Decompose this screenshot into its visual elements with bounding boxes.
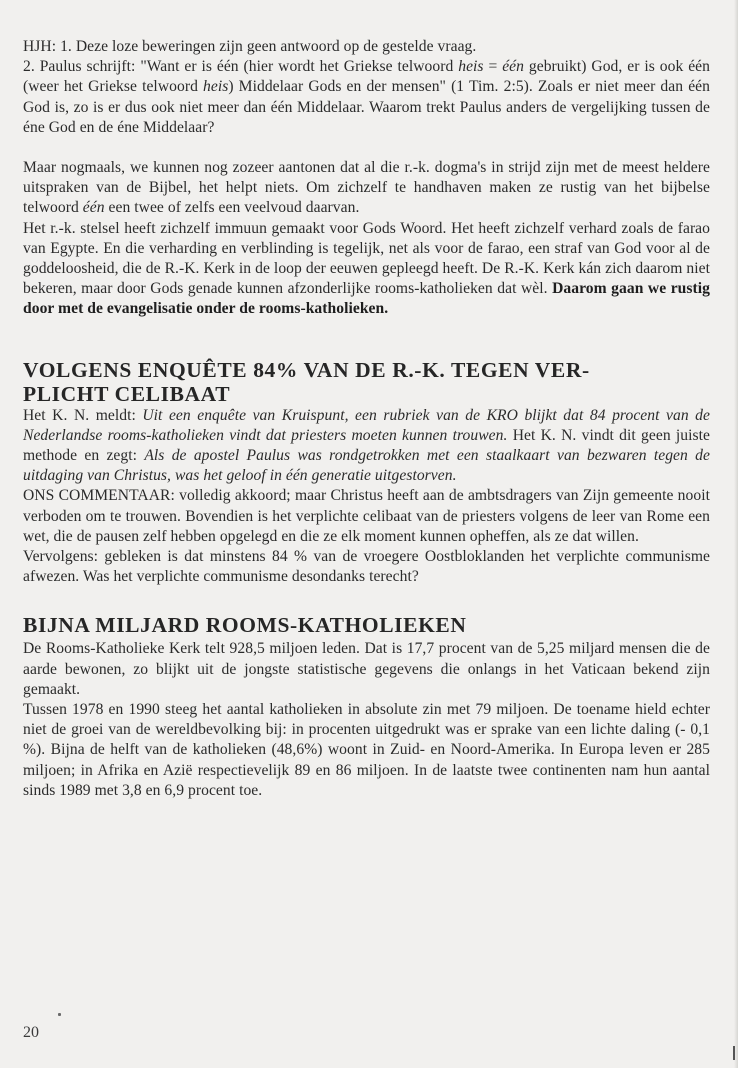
intro-p2-een: één	[502, 58, 524, 76]
section1-p1-a: Het K. N. meldt:	[23, 406, 143, 424]
section1-paragraph-1	[23, 406, 710, 487]
section2-p1-text: De Rooms-Katholieke Kerk telt 928,5 miljoen leden. Dat is 17,7 procent van de 5,25 miljard mensen die de aarde bewonen, zo blijkt uit de jongste statistische gegevens die onlangs in het Vaticaan bekend zijn gemaakt.	[23, 640, 710, 698]
spacer	[23, 587, 710, 613]
section1-paragraph-3	[23, 547, 710, 587]
section2-paragraph-2	[23, 700, 710, 801]
intro-p4-bold: Daarom gaan we rustig door met de evangelisatie onder de rooms-katholieken.	[23, 280, 710, 318]
section2-p2-text: Tussen 1978 en 1990 steeg het aantal katholieken in absolute zin met 79 miljoen. De toename hield echter niet de groei van de wereldbevolking bij: in procenten uitgedrukt was er sprake van een lichte daling (- 0,1 %). Bijna de helft van de katholieken (48,6%) woont in Zuid- en Noord-Amerika. In Europa leven er 285 miljoen; in Afrika en Azië respectievelijk 89 en 86 miljoen. In de laatste twee continenten nam hun aantal sinds 1989 met 3,8 en 6,9 procent toe.	[23, 701, 710, 799]
spacer	[23, 320, 710, 358]
intro-p2-d: ) Middelaar Gods en der mensen" (1 Tim. 2:5). Zoals er niet meer dan één God is, zo is er dus ook niet meer dan één Middelaar. Waarom trekt Paulus anders de vergelijking tussen de éne God en de éne Middelaar?	[23, 78, 710, 136]
intro-paragraph-4	[23, 219, 710, 320]
text-column	[23, 37, 710, 801]
intro-p3-een: één	[82, 199, 105, 217]
section-heading-celibaat	[23, 358, 710, 406]
page-number: 20	[23, 1024, 39, 1041]
section1-paragraph-2	[23, 486, 710, 547]
section2-paragraph-1	[23, 639, 710, 700]
intro-p2-a: 2. Paulus schrijft: "Want er is één (hier wordt het Griekse telwoord	[23, 58, 459, 76]
intro-p3-a: Maar nogmaals, we kunnen nog zozeer aantonen dat al die r.-k. dogma's in strijd zijn met de meest heldere uitspraken van de Bijbel, het helpt niets. Om zichzelf te handhaven maken ze rustig van het bijbelse telwoord	[23, 159, 710, 217]
intro-paragraph-1	[23, 37, 710, 57]
section1-p1-b: Het K. N. vindt dit geen juiste methode en zegt:	[23, 426, 710, 465]
intro-p3-b: een twee of zelfs een veelvoud daarvan.	[104, 199, 360, 217]
section1-heading-line2: PLICHT CELIBAAT	[23, 381, 231, 406]
section1-heading-line1: VOLGENS ENQUÊTE 84% VAN DE R.-K. TEGEN VER-	[23, 357, 590, 382]
intro-p1-text: HJH: 1. Deze loze beweringen zijn geen antwoord op de gestelde vraag.	[23, 38, 477, 55]
section-heading-rooms-katholieken: BIJNA MILJARD ROOMS-KATHOLIEKEN	[23, 613, 467, 638]
section1-p1-quote-1: Uit een enquête van Kruispunt, een rubriek van de KRO blijkt dat 84 procent van de Nederlandse rooms-katholieken vindt dat priesters moeten kunnen trouwen.	[23, 406, 710, 444]
page-edge-mark	[733, 1046, 735, 1060]
spacer	[23, 138, 710, 158]
intro-p2-heis: heis	[458, 58, 484, 76]
section1-p3-text: Vervolgens: gebleken is dat minstens 84 % van de vroegere Oostbloklanden het verplichte communisme afwezen. Was het verplichte communisme desondanks terecht?	[23, 548, 710, 586]
intro-p2-b: =	[483, 58, 503, 76]
intro-p2-heis-2: heis	[203, 78, 229, 96]
section1-p1-quote-2: Als de apostel Paulus was rondgetrokken met een staalkaart van bezwaren tegen de uitdaging van Christus, was het geloof in één generatie uitgestorven.	[23, 447, 710, 485]
page-edge-shadow	[734, 0, 738, 1068]
print-speck	[58, 1013, 61, 1016]
intro-p2-c: gebruikt) God, er is ook één (weer het Griekse telwoord	[23, 58, 710, 96]
intro-paragraph-2	[23, 57, 710, 138]
intro-p4-a: Het r.-k. stelsel heeft zichzelf immuun gemaakt voor Gods Woord. Het heeft zichzelf verhard zoals de farao van Egypte. En die verharding en verblinding is tegelijk, net als voor de farao, een straf van God voor al de goddeloosheid, die de R.-K. Kerk in de loop der eeuwen gepleegd heeft. De R.-K. Kerk kán zich daarom niet bekeren, maar door Gods genade kunnen afzonderlijke rooms-katholieken dat wèl.	[23, 219, 710, 298]
intro-paragraph-3	[23, 158, 710, 219]
section1-p2-text: ONS COMMENTAAR: volledig akkoord; maar Christus heeft aan de ambtsdragers van Zijn gemeente nooit verboden om te trouwen. Bovendien is het verplichte celibaat van de priesters volgens de leer van Rome een wet, die de pausen zelf hebben opgelegd en die ze elk moment kunnen opheffen, als ze dat willen.	[23, 487, 710, 545]
